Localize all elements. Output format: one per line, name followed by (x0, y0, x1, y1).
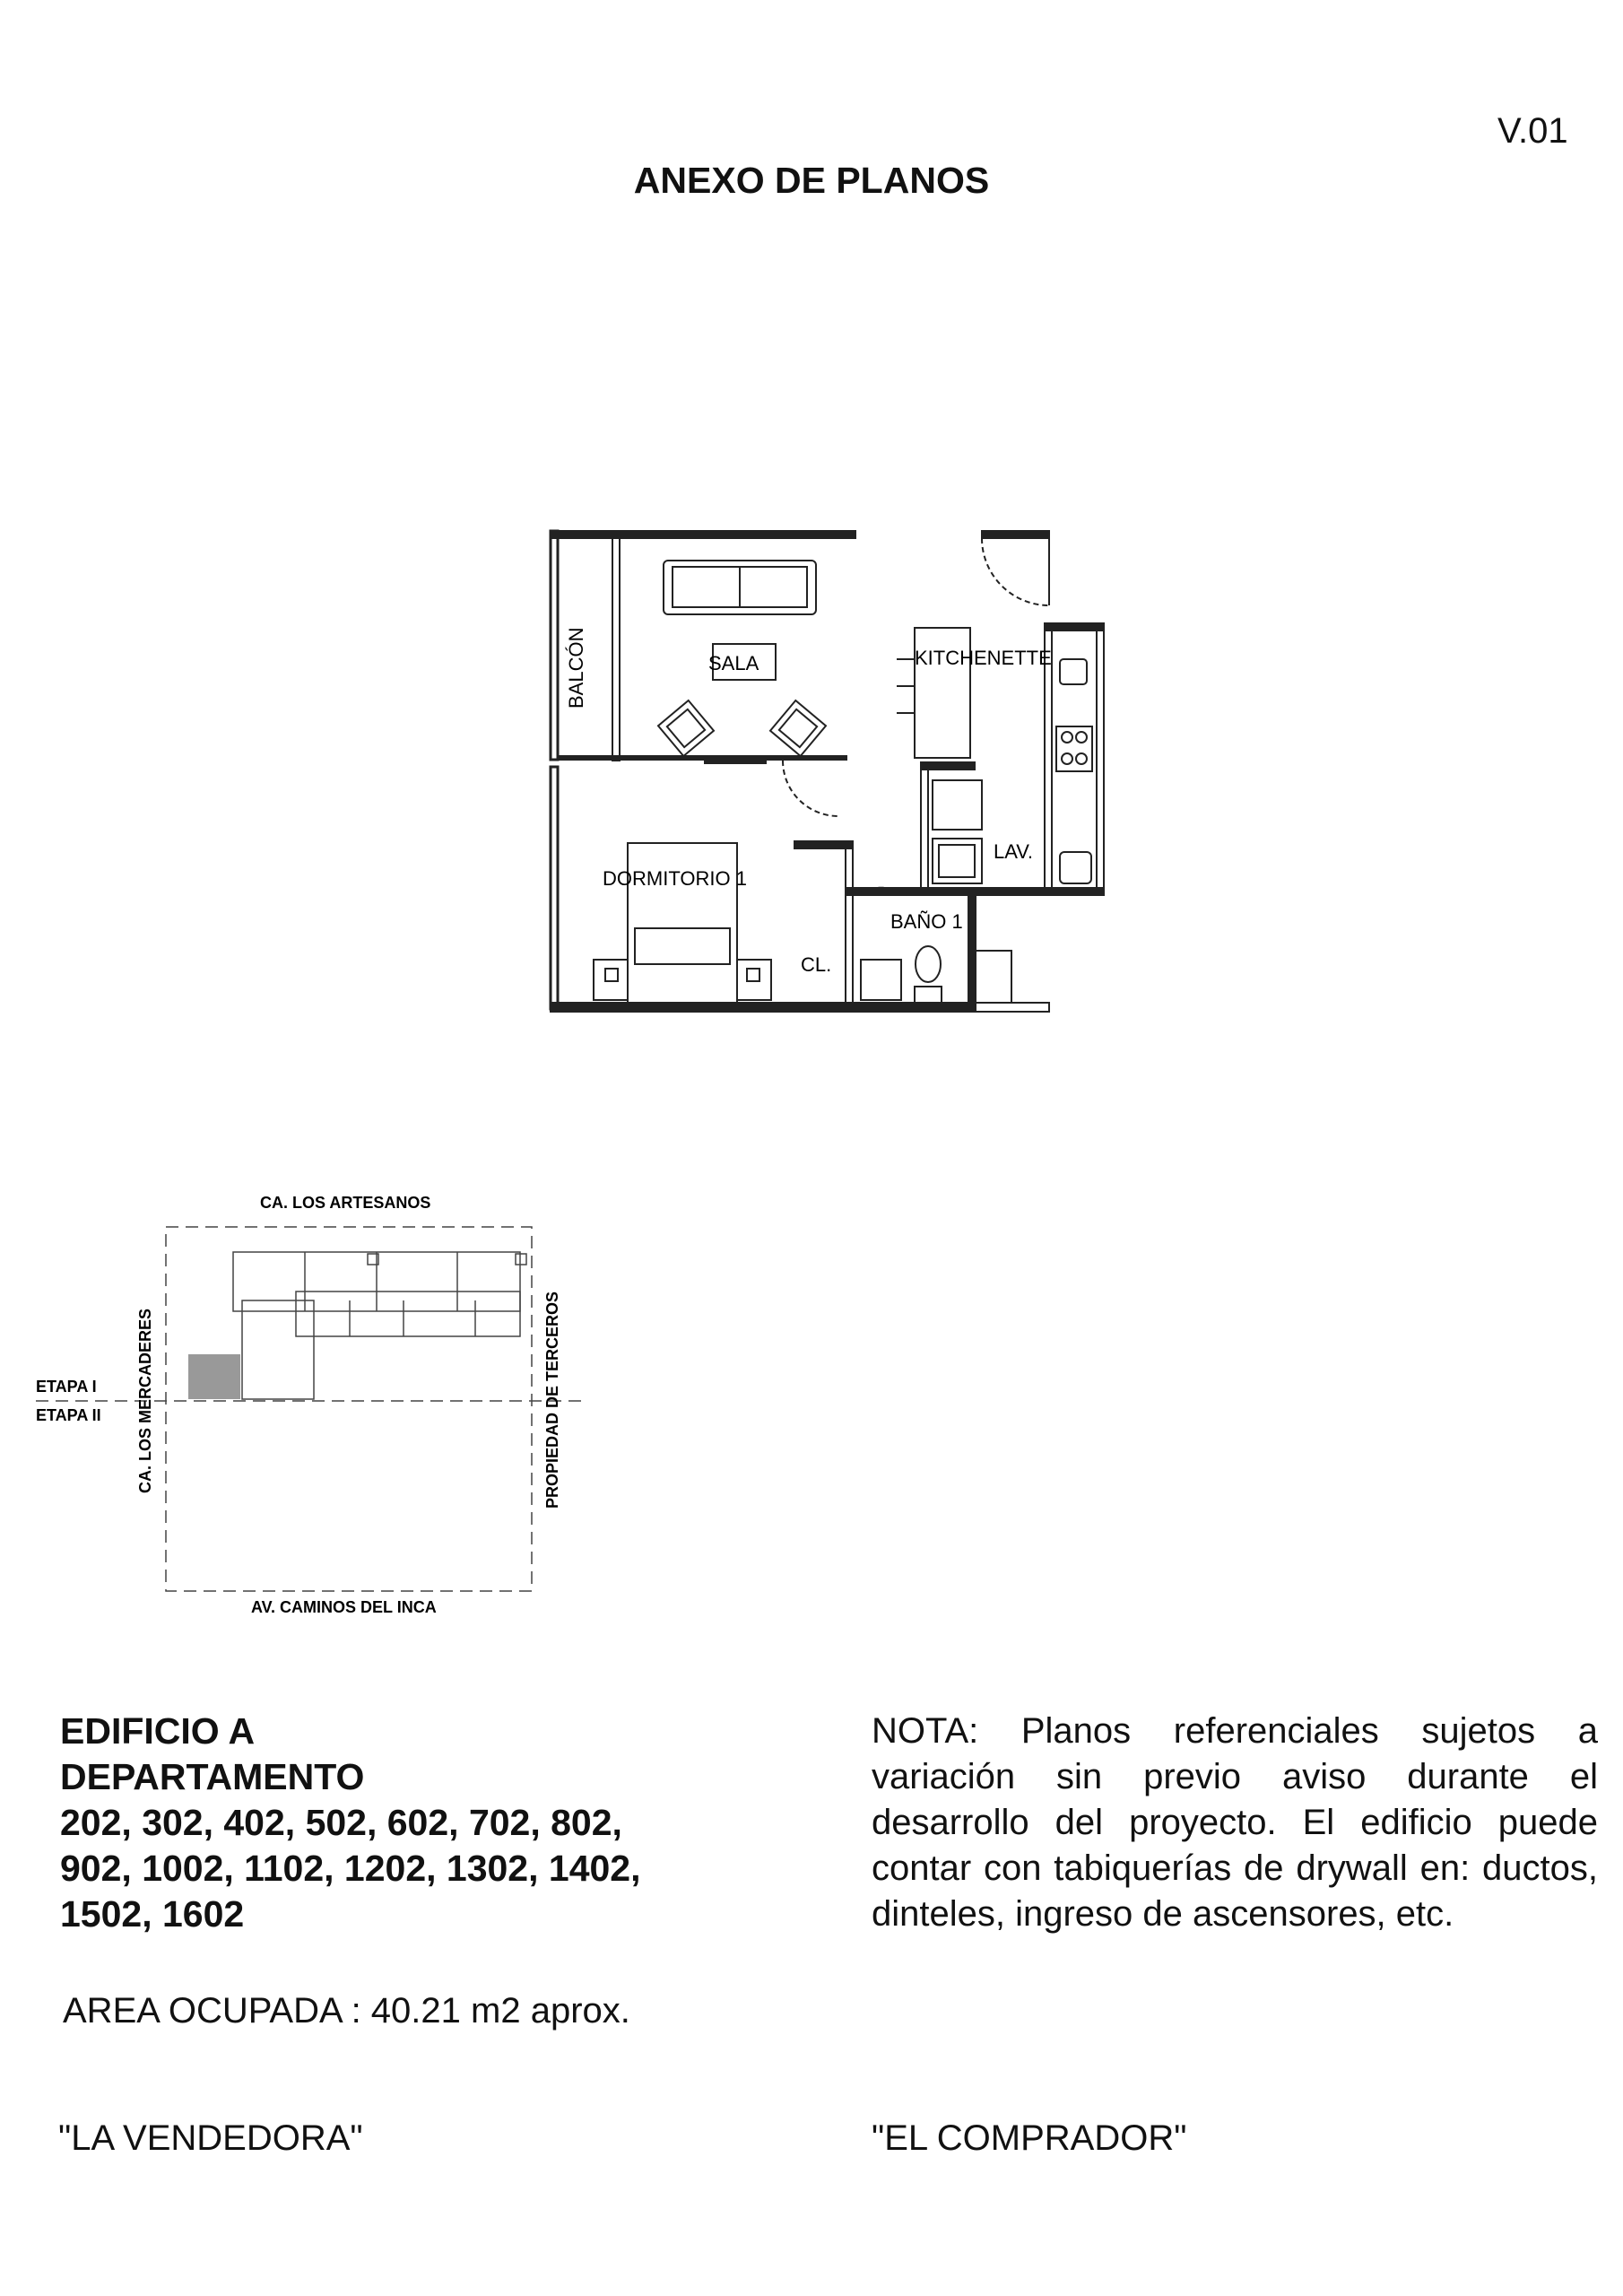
wall-balcony-divider (612, 538, 620, 761)
outer-wall-top-left (551, 531, 855, 538)
room-label-closet: CL. (801, 953, 832, 976)
version-label: V.01 (1497, 111, 1568, 151)
street-north: CA. LOS ARTESANOS (260, 1194, 431, 1212)
page-title: ANEXO DE PLANOS (633, 160, 990, 201)
sink (861, 960, 901, 1000)
seller-signature-label: "LA VENDEDORA" (58, 2118, 363, 2158)
street-west: CA. LOS MERCADERES (136, 1308, 154, 1493)
site-plan (27, 1184, 601, 1632)
outer-wall-left-lower (551, 767, 558, 1009)
highlighted-unit (188, 1354, 240, 1399)
room-label-bathroom: BAÑO 1 (890, 910, 963, 933)
unit-numbers-3: 1502, 1602 (60, 1893, 245, 1935)
washer (933, 780, 982, 830)
room-label-laundry: LAV. (994, 840, 1034, 863)
unit-numbers-1: 202, 302, 402, 502, 602, 702, 802, (60, 1802, 622, 1843)
room-label-balcony: BALCÓN (565, 627, 587, 709)
boundary-east: PROPIEDAD DE TERCEROS (543, 1291, 561, 1509)
toilet (916, 946, 941, 982)
outer-wall-top-right (982, 531, 1049, 538)
stage-2-label: ETAPA II (36, 1406, 101, 1424)
site-boundary (166, 1227, 532, 1591)
apartment-label: DEPARTAMENTO (60, 1756, 365, 1797)
outer-wall-left (551, 531, 558, 760)
buyer-signature-label: "EL COMPRADOR" (872, 2118, 1187, 2158)
outer-wall-bottom (551, 1003, 968, 1012)
room-label-bedroom: DORMITORIO 1 (603, 867, 747, 890)
occupied-area: AREA OCUPADA : 40.21 m2 aprox. (63, 1991, 630, 2031)
room-label-kitchenette: KITCHENETTE (915, 647, 1052, 669)
unit-numbers-2: 902, 1002, 1102, 1202, 1302, 1402, (60, 1848, 641, 1889)
nightstand (594, 960, 628, 1000)
room-label-living: SALA (708, 652, 759, 674)
floor-plan (538, 520, 1130, 1022)
kitchen-counter (1052, 631, 1097, 888)
wall-kitchen-partition (921, 762, 928, 888)
note-text: NOTA: Planos referenciales sujetos a variación sin previo aviso durante el desarrollo del proyecto. El edificio puede contar con tabiquerías de drywall en: ductos, dinteles, ingreso de ascensores, etc. (872, 1711, 1598, 1934)
street-south: AV. CAMINOS DEL INCA (251, 1598, 437, 1616)
building-name: EDIFICIO A (60, 1710, 256, 1752)
stove (1056, 726, 1092, 771)
kitchen-wall-outer (1045, 623, 1104, 631)
stage-1-label: ETAPA I (36, 1378, 97, 1396)
unit-info (60, 1709, 641, 1937)
